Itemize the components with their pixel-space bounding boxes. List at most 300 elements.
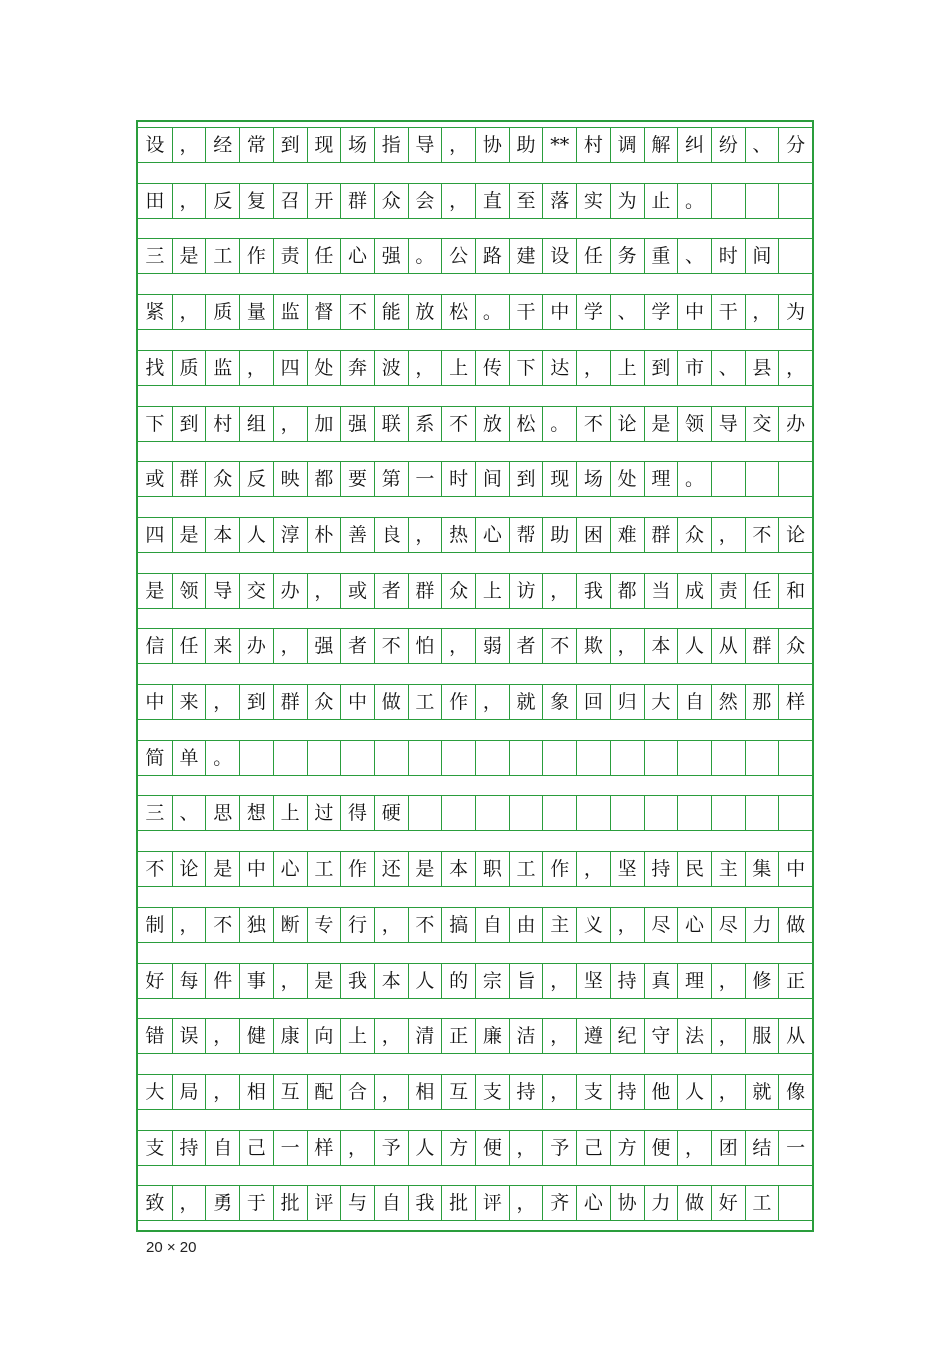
grid-cell: 经 [205,128,239,162]
grid-row [138,183,812,219]
grid-cell [745,796,779,830]
grid-cell: 松 [509,407,543,441]
grid-cell: 怕 [408,629,442,663]
grid-cell: 成 [677,574,711,608]
grid-cell: 予 [542,1131,576,1165]
grid-cell: 配 [307,1075,341,1109]
grid-row [138,963,812,999]
grid-cell: 人 [677,629,711,663]
grid-cell: 群 [273,685,307,719]
grid-cell: 交 [239,574,273,608]
grid-cell: 良 [374,518,408,552]
grid-cell: ， [610,908,644,942]
grid-cell: ， [745,295,779,329]
grid-cell: 单 [172,741,206,775]
grid-cell: 。 [677,462,711,496]
grid-cell: 众 [778,629,812,663]
grid-cell: 、 [172,796,206,830]
grid-cell: 互 [441,1075,475,1109]
grid-cell: ， [677,1131,711,1165]
grid-cell [441,741,475,775]
grid-cell [475,796,509,830]
grid-cell: 中 [542,295,576,329]
grid-cell: 康 [273,1019,307,1053]
grid-cell: 由 [509,908,543,942]
grid-cell: 为 [610,184,644,218]
grid-cell: 中 [239,852,273,886]
grid-cell: 民 [677,852,711,886]
grid-cell: 本 [441,852,475,886]
grid-cell: 本 [644,629,678,663]
grid-cell: ， [172,1186,206,1220]
grid-cell: 到 [644,351,678,385]
grid-cell: 反 [205,184,239,218]
grid-cell: ， [576,351,610,385]
grid-cell: 件 [205,964,239,998]
grid-cell: 是 [644,407,678,441]
grid-cell: 人 [239,518,273,552]
grid-cell [778,796,812,830]
grid-cell: 就 [745,1075,779,1109]
grid-cell: 波 [374,351,408,385]
grid-cell: 开 [307,184,341,218]
grid-cell: 者 [509,629,543,663]
grid-cell: 持 [610,1075,644,1109]
grid-cell: 监 [273,295,307,329]
grid-cell: 不 [745,518,779,552]
grid-cell: 上 [610,351,644,385]
grid-cell: 局 [172,1075,206,1109]
grid-cell: 中 [145,691,165,713]
grid-cell: 善 [340,518,374,552]
grid-cell: ， [273,407,307,441]
grid-cell: 办 [778,407,812,441]
grid-row [138,350,812,386]
grid-row [138,238,812,274]
grid-cell: 。 [475,295,509,329]
grid-cell: ， [374,1019,408,1053]
grid-cell: 都 [610,574,644,608]
grid-row [138,127,812,163]
grid-cell: 都 [307,462,341,496]
grid-cell: 宗 [475,964,509,998]
grid-cell: 不 [408,908,442,942]
grid-cell: 持 [172,1131,206,1165]
grid-cell: 导 [205,574,239,608]
grid-cell: 错 [145,1025,165,1048]
grid-cell: 下 [145,412,165,435]
grid-row [138,573,812,609]
grid-cell: 我 [408,1186,442,1220]
grid-cell: 强 [374,239,408,273]
grid-cell: 是 [172,239,206,273]
grid-cell: 落 [542,184,576,218]
grid-cell: 与 [340,1186,374,1220]
grid-cell: 好 [711,1186,745,1220]
grid-cell [374,741,408,775]
grid-cell: ， [610,629,644,663]
grid-cell: 不 [340,295,374,329]
grid-cell [677,741,711,775]
grid-cell: 做 [374,685,408,719]
grid-row [138,406,812,442]
grid-cell: 己 [576,1131,610,1165]
grid-row [138,740,812,776]
grid-cell: 众 [441,574,475,608]
grid-cell: 支 [576,1075,610,1109]
grid-cell: 和 [778,574,812,608]
grid-cell: 作 [340,852,374,886]
grid-cell: 热 [441,518,475,552]
grid-cell: 大 [145,1080,165,1103]
grid-cell: 松 [441,295,475,329]
grid-cell: 服 [745,1019,779,1053]
grid-cell: 人 [408,964,442,998]
grid-cell: 一 [778,1131,812,1165]
grid-cell: 量 [239,295,273,329]
grid-cell: ， [711,1019,745,1053]
grid-cell: 不 [542,629,576,663]
grid-cell [745,741,779,775]
grid-cell: 村 [576,128,610,162]
grid-cell: 或 [145,468,165,491]
grid-cell [644,741,678,775]
grid-cell: 本 [374,964,408,998]
grid-cell [475,741,509,775]
grid-cell: ， [273,964,307,998]
grid-cell: 做 [677,1186,711,1220]
grid-cell: 搞 [441,908,475,942]
grid-cell: 责 [273,239,307,273]
grid-cell: 上 [475,574,509,608]
grid-cell [340,741,374,775]
grid-cell [239,741,273,775]
grid-cell: 支 [475,1075,509,1109]
grid-cell: 中 [340,685,374,719]
grid-cell: 断 [273,908,307,942]
grid-cell [778,184,812,218]
grid-cell: 论 [778,518,812,552]
grid-cell: 于 [239,1186,273,1220]
grid-cell: 批 [273,1186,307,1220]
grid-cell: 义 [576,908,610,942]
grid-cell: 不 [205,908,239,942]
grid-cell: 任 [307,239,341,273]
grid-cell: 尽 [644,908,678,942]
grid-cell: 事 [239,964,273,998]
grid-cell: 工 [307,852,341,886]
grid-cell: 众 [374,184,408,218]
grid-cell: 上 [273,796,307,830]
grid-cell: 误 [172,1019,206,1053]
grid-cell: 任 [745,574,779,608]
grid-cell: 互 [273,1075,307,1109]
grid-cell: 心 [677,908,711,942]
grid-cell: ， [711,964,745,998]
grid-cell: 系 [408,407,442,441]
grid-cell [408,796,442,830]
grid-row [138,461,812,497]
manuscript-grid [136,120,814,1232]
grid-cell: 设 [542,239,576,273]
grid-cell: 放 [408,295,442,329]
grid-cell: 上 [340,1019,374,1053]
grid-cell: 加 [307,407,341,441]
grid-cell: 群 [644,518,678,552]
grid-cell: ， [711,518,745,552]
grid-cell: 直 [475,184,509,218]
grid-cell: 任 [576,239,610,273]
grid-cell: 奔 [340,351,374,385]
grid-cell: 齐 [542,1186,576,1220]
grid-cell: 自 [374,1186,408,1220]
grid-cell: 中 [677,295,711,329]
grid-cell: 想 [239,796,273,830]
grid-cell [610,741,644,775]
grid-cell: ** [542,128,576,162]
grid-cell: 理 [644,462,678,496]
grid-cell: 助 [542,518,576,552]
grid-cell: 田 [145,189,165,212]
grid-cell: 他 [644,1075,678,1109]
grid-cell: 中 [778,852,812,886]
grid-cell: ， [509,1131,543,1165]
grid-cell: ， [509,1186,543,1220]
grid-row [138,294,812,330]
grid-cell: 强 [307,629,341,663]
grid-cell: 守 [644,1019,678,1053]
grid-cell: 硬 [374,796,408,830]
grid-cell: 者 [340,629,374,663]
grid-cell: 人 [677,1075,711,1109]
grid-cell: 便 [475,1131,509,1165]
grid-cell: 正 [441,1019,475,1053]
grid-cell: 方 [610,1131,644,1165]
grid-cell: ， [711,1075,745,1109]
grid-cell: 场 [340,128,374,162]
grid-cell: 本 [205,518,239,552]
grid-cell: 是 [408,852,442,886]
grid-cell: 评 [475,1186,509,1220]
grid-row [138,795,812,831]
grid-cell: 像 [778,1075,812,1109]
grid-cell: 难 [610,518,644,552]
grid-cell: 健 [239,1019,273,1053]
grid-cell: 到 [509,462,543,496]
grid-cell: 予 [374,1131,408,1165]
grid-cell: 复 [239,184,273,218]
grid-cell: ， [408,518,442,552]
grid-cell: 向 [307,1019,341,1053]
grid-cell [745,462,779,496]
grid-row [138,907,812,943]
grid-cell: 来 [205,629,239,663]
grid-cell: 洁 [509,1019,543,1053]
grid-cell: 助 [509,128,543,162]
grid-cell: 办 [273,574,307,608]
grid-cell: 协 [610,1186,644,1220]
grid-cell [644,796,678,830]
grid-cell: 间 [745,239,779,273]
grid-cell: 行 [340,908,374,942]
grid-cell: ， [307,574,341,608]
grid-cell: 是 [172,518,206,552]
grid-cell: ， [172,184,206,218]
grid-cell: 解 [644,128,678,162]
grid-cell: 学 [576,295,610,329]
grid-cell: 监 [205,351,239,385]
grid-cell: 者 [374,574,408,608]
grid-cell: 办 [239,629,273,663]
grid-cell: 主 [542,908,576,942]
grid-cell: 不 [441,407,475,441]
grid-cell [509,741,543,775]
grid-cell: 还 [374,852,408,886]
grid-cell: 不 [145,858,165,881]
grid-cell: 心 [273,852,307,886]
grid-cell: 。 [677,184,711,218]
grid-cell: 心 [340,239,374,273]
grid-cell: 来 [172,685,206,719]
grid-cell: ， [205,1075,239,1109]
grid-cell: 力 [644,1186,678,1220]
grid-cell: 。 [205,741,239,775]
grid-cell: ， [273,629,307,663]
grid-cell: 的 [441,964,475,998]
grid-cell: ， [542,574,576,608]
grid-cell: 交 [745,407,779,441]
grid-cell [711,184,745,218]
grid-cell: 要 [340,462,374,496]
grid-cell: 持 [644,852,678,886]
grid-cell: 到 [239,685,273,719]
grid-cell: 止 [644,184,678,218]
grid-cell: 廉 [475,1019,509,1053]
grid-cell: 重 [644,239,678,273]
grid-cell: 四 [273,351,307,385]
grid-cell: 联 [374,407,408,441]
grid-cell: ， [441,128,475,162]
grid-cell: 作 [542,852,576,886]
grid-cell: 组 [239,407,273,441]
grid-row [138,684,812,720]
grid-cell: 场 [576,462,610,496]
grid-cell: 理 [677,964,711,998]
grid-cell: 强 [340,407,374,441]
grid-cell: 勇 [205,1186,239,1220]
grid-cell: 群 [408,574,442,608]
grid-cell: 紧 [145,301,165,324]
grid-cell: ， [172,295,206,329]
grid-cell [711,462,745,496]
grid-cell [711,796,745,830]
grid-cell: 到 [172,407,206,441]
grid-cell: 务 [610,239,644,273]
grid-cell: 至 [509,184,543,218]
grid-cell: 信 [145,635,165,658]
grid-cell: 达 [542,351,576,385]
grid-cell: ， [542,1019,576,1053]
grid-cell: 督 [307,295,341,329]
grid-cell: ， [239,351,273,385]
grid-cell: 访 [509,574,543,608]
grid-cell: 做 [778,908,812,942]
grid-cell [576,796,610,830]
grid-cell: 尽 [711,908,745,942]
grid-cell: 工 [205,239,239,273]
grid-cell: 学 [644,295,678,329]
grid-cell: 人 [408,1131,442,1165]
grid-cell: 纪 [610,1019,644,1053]
grid-cell: ， [542,1075,576,1109]
grid-cell: 上 [441,351,475,385]
grid-cell: 工 [745,1186,779,1220]
grid-cell: 到 [273,128,307,162]
grid-cell [711,741,745,775]
grid-cell [778,1186,812,1220]
grid-cell: ， [172,128,206,162]
grid-cell: 心 [475,518,509,552]
grid-cell: 弱 [475,629,509,663]
grid-row [138,1074,812,1110]
grid-cell: 从 [778,1019,812,1053]
grid-cell [307,741,341,775]
grid-cell: 正 [778,964,812,998]
grid-cell [509,796,543,830]
grid-cell: 制 [145,913,165,936]
grid-cell: 传 [475,351,509,385]
grid-cell: 是 [307,964,341,998]
grid-cell: 众 [677,518,711,552]
grid-cell: 质 [172,351,206,385]
grid-cell: 质 [205,295,239,329]
grid-cell: ， [475,685,509,719]
grid-cell: 众 [205,462,239,496]
grid-cell: 得 [340,796,374,830]
grid-cell [610,796,644,830]
grid-cell: 、 [745,128,779,162]
grid-cell: 自 [677,685,711,719]
grid-cell: 淳 [273,518,307,552]
grid-cell [273,741,307,775]
grid-cell: 。 [542,407,576,441]
grid-cell: 结 [745,1131,779,1165]
grid-cell: 下 [509,351,543,385]
grid-cell: 专 [307,908,341,942]
grid-cell: 回 [576,685,610,719]
grid-cell: 方 [441,1131,475,1165]
grid-cell: 样 [307,1131,341,1165]
grid-cell [677,796,711,830]
grid-cell: 群 [172,462,206,496]
grid-cell: 己 [239,1131,273,1165]
grid-cell: 致 [145,1192,165,1215]
grid-cell: 归 [610,685,644,719]
grid-cell: 三 [145,802,165,825]
grid-cell: 现 [307,128,341,162]
grid-cell: 干 [509,295,543,329]
grid-cell: 公 [441,239,475,273]
grid-cell: 时 [711,239,745,273]
grid-cell: 相 [239,1075,273,1109]
grid-cell: 旨 [509,964,543,998]
grid-cell: 现 [542,462,576,496]
grid-cell [408,741,442,775]
grid-cell: 设 [145,134,165,156]
grid-cell: 责 [711,574,745,608]
grid-cell: ， [542,964,576,998]
grid-row [138,1018,812,1054]
